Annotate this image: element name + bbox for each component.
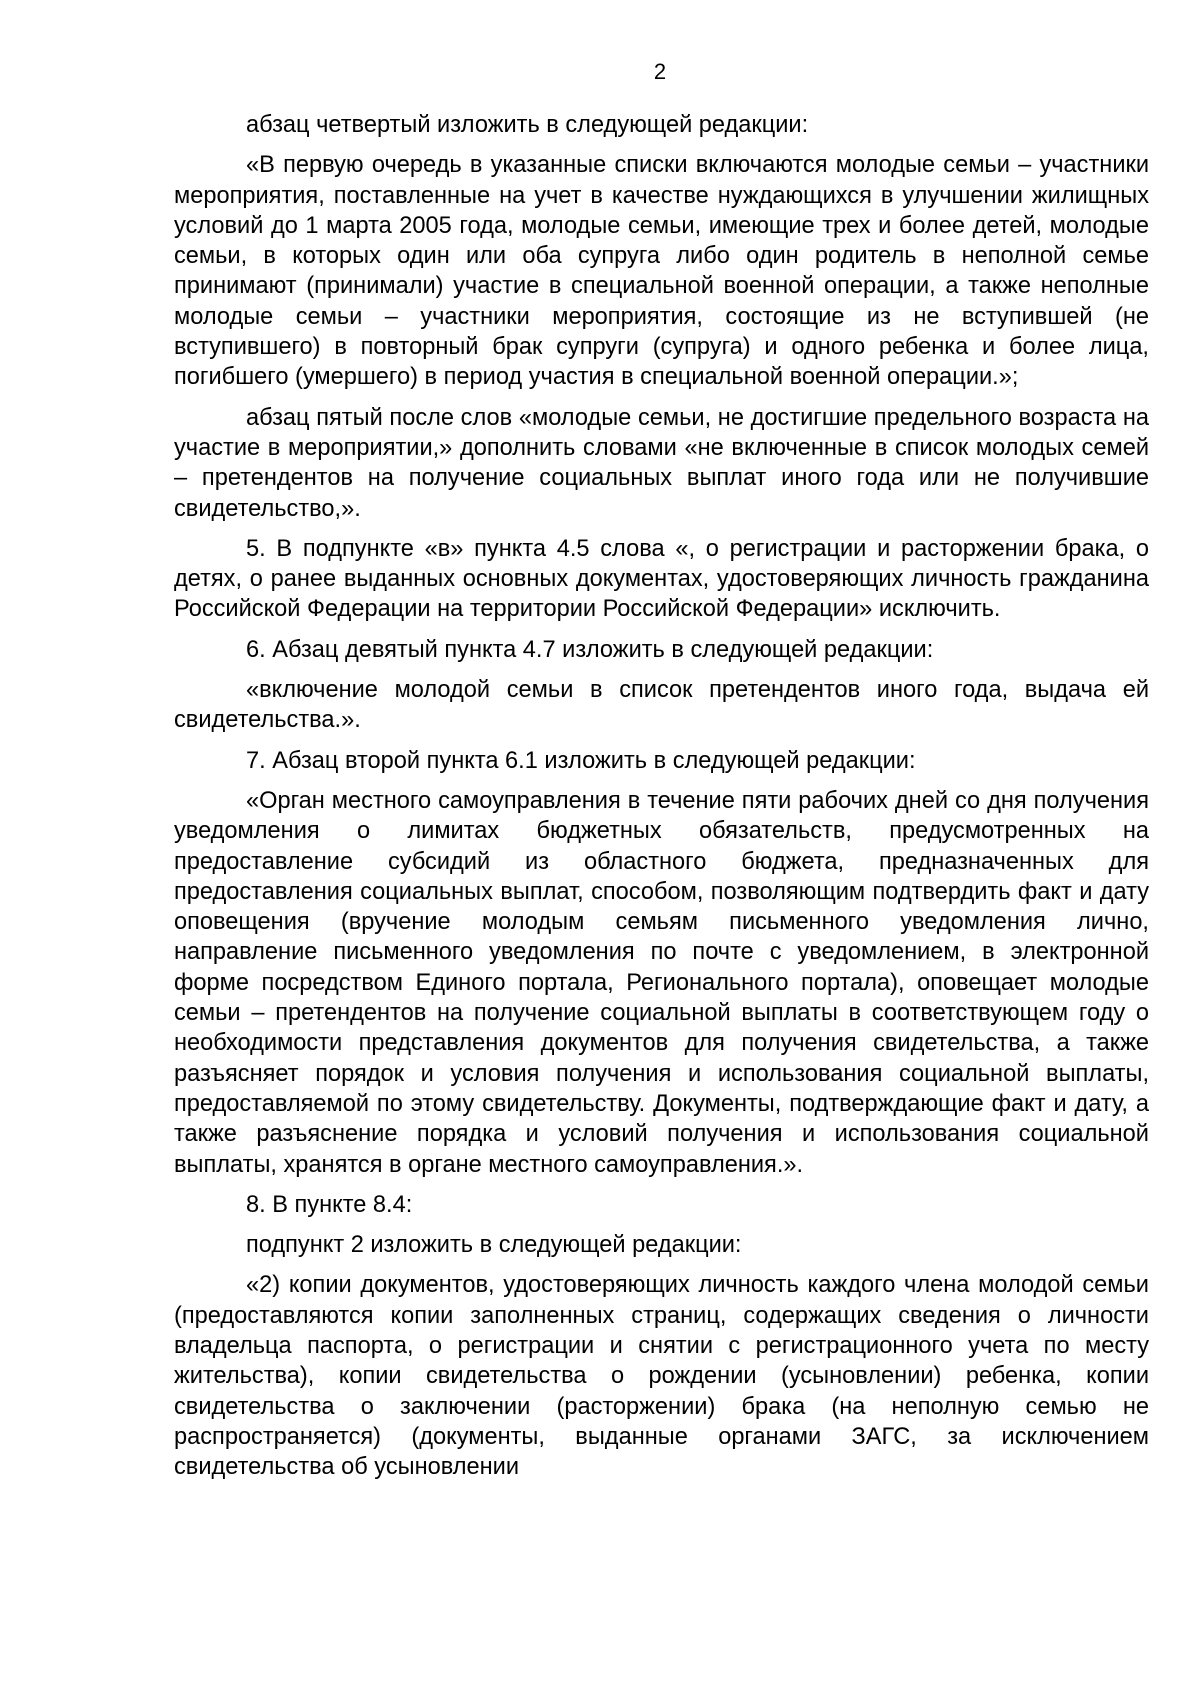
paragraph-11: «2) копии документов, удостоверяющих личность каждого члена молодой семьи (предоставляются копии заполненных страниц, содержащих сведения о личности владельца паспорта, о регистрации и снятии с регистрационного учета по месту жительства), копии свидетельства о рождении (усыновлении) ребенка, копии свидетельства о заключении (расторжении) брака (на неполную семью не распространяется) (документы, выданные органами ЗАГС, за исключением свидетельства об усыновлении — [174, 1272, 1149, 1481]
page-number: 2 — [653, 59, 667, 84]
paragraph-10: подпункт 2 изложить в следующей редакции: — [246, 1232, 742, 1259]
paragraph-1: абзац четвертый изложить в следующей редакции: — [246, 112, 809, 138]
paragraph-5: 6. Абзац девятый пункта 4.7 изложить в следующей редакции: — [246, 636, 934, 663]
paragraph-7: 7. Абзац второй пункта 6.1 изложить в следующей редакции: — [246, 747, 916, 774]
paragraph-8: «Орган местного самоуправления в течение пяти рабочих дней со дня получения уведомления о лимитах бюджетных обязательств, предусмотренных на предоставление субсидий из областного бюджета, предназначенных для предоставления социальных выплат, способом, позволяющим подтвердить факт и дату оповещения (вручение молодым семьям письменного уведомления лично, направление письменного уведомления по почте с уведомлением, в электронной форме посредством Единого портала, Регионального портала), оповещает молодые семьи – претендентов на получение социальной выплаты в соответствующем году о необходимости представления документов для получения свидетельства, а также разъясняет порядок и условия получения и использования социальной выплаты, предоставляемой по этому свидетельству. Документы, подтверждающие факт и дату, а также разъяснение порядка и условий получения и использования социальной выплаты, хранятся в органе местного самоуправления.». — [174, 787, 1149, 1178]
document-body — [174, 110, 1149, 1492]
paragraph-9: 8. В пункте 8.4: — [246, 1191, 413, 1218]
paragraph-2: «В первую очередь в указанные списки включаются молодые семьи – участники мероприятия, поставленные на учет в качестве нуждающихся в улучшении жилищных условий до 1 марта 2005 года, молодые семьи, имеющие трех и более детей, молодые семьи, в которых один или оба супруга либо один родитель в неполной семье принимают (принимали) участие в специальной военной операции, а также неполные молодые семьи – участники мероприятия, состоящие из не вступившей (не вступившего) в повторный брак супруги (супруга) и одного ребенка и более лица, погибшего (умершего) в период участия в специальной военной операции.»; — [174, 152, 1149, 391]
paragraph-4: 5. В подпункте «в» пункта 4.5 слова «, о регистрации и расторжении брака, о детях, о ранее выданных основных документах, удостоверяющих личность гражданина Российской Федерации на территории Российской Федерации» исключить. — [174, 535, 1149, 623]
paragraph-3: абзац пятый после слов «молодые семьи, не достигшие предельного возраста на участие в мероприятии,» дополнить словами «не включенные в список молодых семей – претендентов на получение социальных выплат иного года или не получившие свидетельство,». — [174, 404, 1149, 522]
paragraph-6: «включение молодой семьи в список претендентов иного года, выдача ей свидетельства.». — [174, 677, 1149, 734]
